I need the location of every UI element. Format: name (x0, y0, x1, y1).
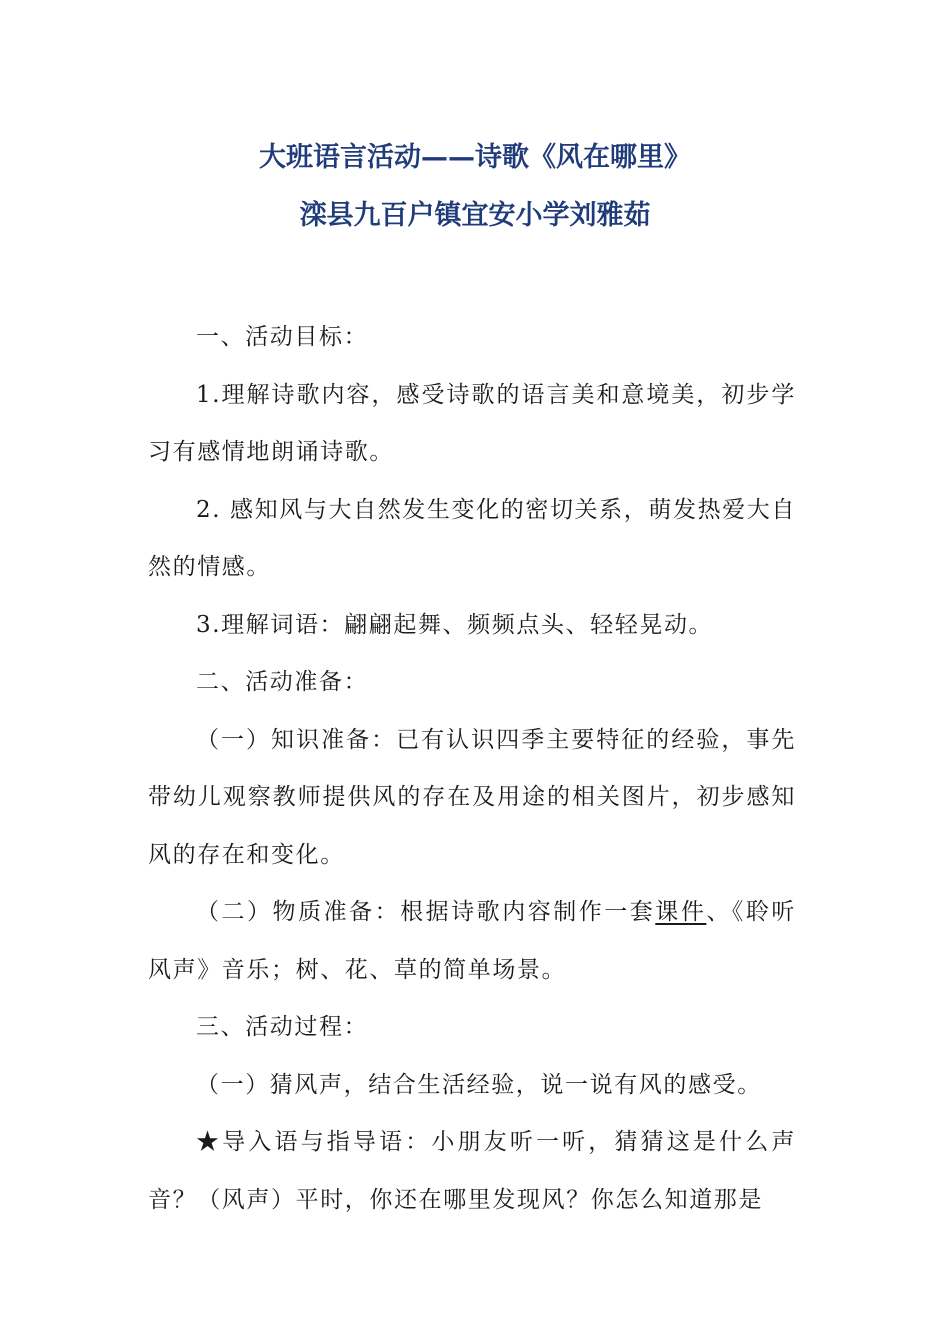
document-body (148, 309, 796, 1229)
preparation-materials-text-end: 、《聆听风声》音乐；树、花、草的简单场景。 (148, 899, 796, 983)
process-guidance: ★导入语与指导语：小朋友听一听，猜猜这是什么声音？（风声）平时，你还在哪里发现风？你怎么知道那是 (148, 1129, 796, 1213)
goal-item-1: 1.理解诗歌内容，感受诗歌的语言美和意境美，初步学习有感情地朗诵诗歌。 (148, 381, 796, 465)
courseware-link[interactable]: 课件 (655, 899, 707, 925)
preparation-materials (148, 884, 796, 999)
document-author: 滦县九百户镇宜安小学刘雅茹 (299, 200, 651, 231)
document-title: 大班语言活动——诗歌《风在哪里》 (259, 142, 691, 173)
section-heading-process: 三、活动过程： (196, 1014, 369, 1040)
goal-item-2: 2. 感知风与大自然发生变化的密切关系，萌发热爱大自然的情感。 (148, 496, 796, 580)
section-heading-goals: 一、活动目标： (196, 324, 369, 350)
section-heading-preparation: 二、活动准备： (196, 669, 369, 695)
preparation-knowledge: （一）知识准备：已有认识四季主要特征的经验，事先带幼儿观察教师提供风的存在及用途的相关图片，初步感知风的存在和变化。 (148, 726, 796, 868)
process-step-1: （一）猜风声，结合生活经验，说一说有风的感受。 (196, 1071, 762, 1098)
goal-item-3: 3.理解词语：翩翩起舞、频频点头、轻轻晃动。 (196, 611, 714, 638)
preparation-materials-text-start: （二）物质准备：根据诗歌内容制作一套 (196, 899, 656, 925)
